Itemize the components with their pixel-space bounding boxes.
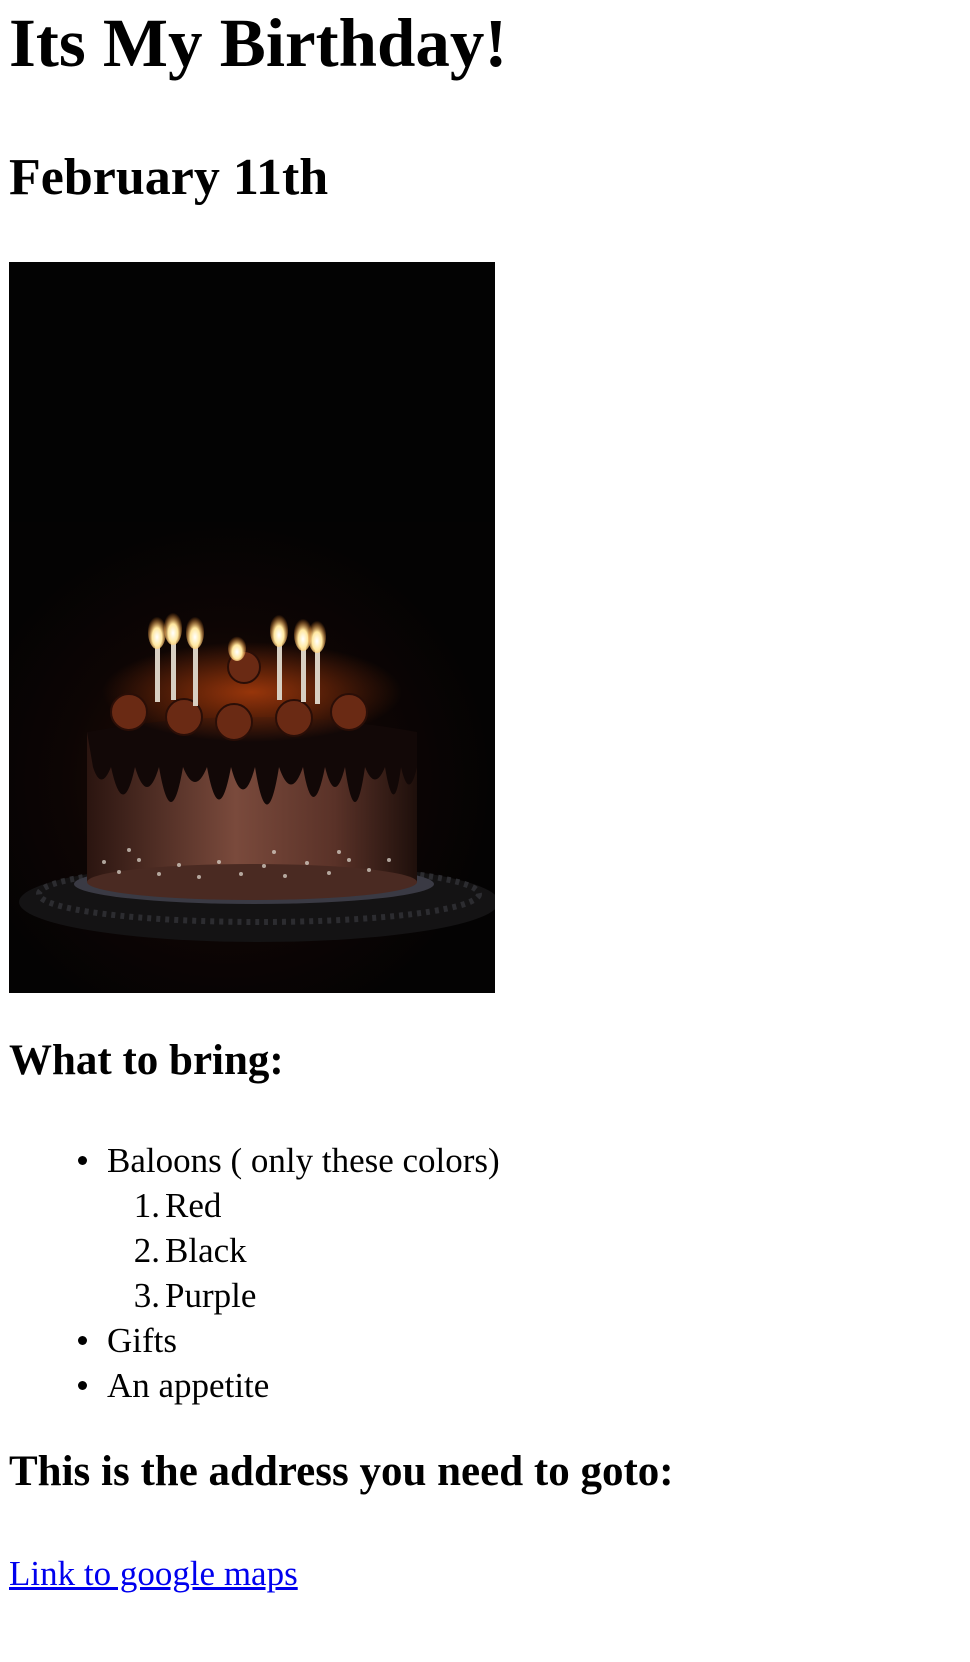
list-item-black	[107, 1228, 500, 1273]
list-number: 1.	[133, 1186, 160, 1225]
google-maps-link[interactable]: Link to google maps	[9, 1554, 298, 1593]
bullet-icon	[78, 1336, 87, 1345]
bullet-icon	[78, 1156, 87, 1165]
color-label: Black	[165, 1231, 247, 1270]
event-date: February 11th	[9, 149, 329, 206]
list-item-balloons	[9, 1138, 500, 1318]
appetite-label: An appetite	[107, 1366, 270, 1405]
bullet-icon	[78, 1381, 87, 1390]
color-label: Red	[165, 1186, 222, 1225]
balloons-label: Baloons ( only these colors)	[107, 1141, 500, 1180]
birthday-cake-image	[9, 262, 495, 993]
list-item-gifts	[9, 1318, 500, 1363]
page-title: Its My Birthday!	[9, 5, 508, 81]
gifts-label: Gifts	[107, 1321, 177, 1360]
list-number: 2.	[133, 1231, 160, 1270]
balloon-colors-list	[107, 1183, 500, 1318]
list-item-purple	[107, 1273, 500, 1318]
list-item-red	[107, 1183, 500, 1228]
what-to-bring-heading: What to bring:	[9, 1037, 284, 1084]
bring-list	[9, 1138, 500, 1408]
list-number: 3.	[133, 1276, 160, 1315]
address-heading: This is the address you need to goto:	[9, 1448, 674, 1495]
color-label: Purple	[165, 1276, 257, 1315]
list-item-appetite	[9, 1363, 500, 1408]
